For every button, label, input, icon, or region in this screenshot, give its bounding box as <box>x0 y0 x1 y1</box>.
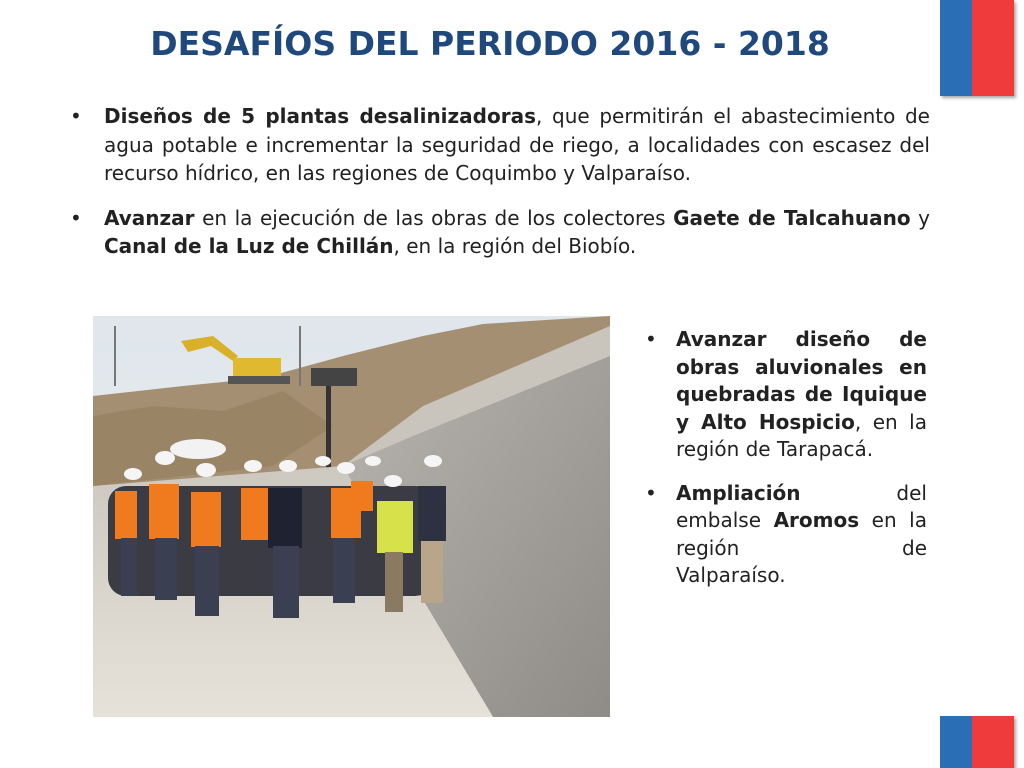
bullet-dot: • <box>70 205 82 230</box>
bullet-bold-text: Diseños de 5 plantas desalinizadoras <box>104 104 536 128</box>
chile-flag-bottom-decoration <box>940 716 1014 768</box>
bullet-collectors <box>70 204 930 261</box>
bullet-dot: • <box>645 327 657 351</box>
bullet-text: del embalse <box>676 480 927 532</box>
bullet-text-last-line: Valparaíso. <box>676 563 786 587</box>
bullet-dot: • <box>645 480 657 505</box>
bullet-alluvial-works <box>645 326 927 464</box>
bullet-text: en la ejecución de las obras de los colectores <box>194 205 674 230</box>
slide-title: DESAFÍOS DEL PERIODO 2016 - 2018 <box>150 24 830 63</box>
side-bullet-list <box>645 326 927 606</box>
bullet-desalination <box>70 102 930 188</box>
bullet-bold-text: Aromos <box>773 508 860 532</box>
bullet-text: en la región de <box>676 508 927 560</box>
bullet-text-last-line: región de Tarapacá. <box>676 437 874 461</box>
bullet-text: y <box>910 205 930 230</box>
main-bullet-list <box>70 102 930 277</box>
bullet-text: , en la <box>854 409 927 434</box>
bullet-bold-text: Avanzar <box>104 205 195 230</box>
bullet-text: , en la región del Biobío. <box>393 234 637 258</box>
bullet-dot: • <box>70 104 82 128</box>
construction-site-photo <box>93 316 610 717</box>
bullet-text: , que permitirán el abastecimiento de agua potable e incrementar la seguridad de riego, a localidades con escasez del recurso hídrico, en las regiones de Coquimbo y Valparaíso. <box>104 104 930 185</box>
bullet-bold-text: Canal de la Luz de Chillán <box>104 234 394 258</box>
bullet-bold-text: Avanzar diseño de obras aluvionales en quebradas de Iquique y Alto Hospicio <box>676 327 927 434</box>
bullet-bold-text: Gaete de Talcahuano <box>673 205 911 230</box>
bullet-bold-text: Ampliación <box>676 480 801 505</box>
bullet-reservoir-expansion <box>645 480 927 590</box>
